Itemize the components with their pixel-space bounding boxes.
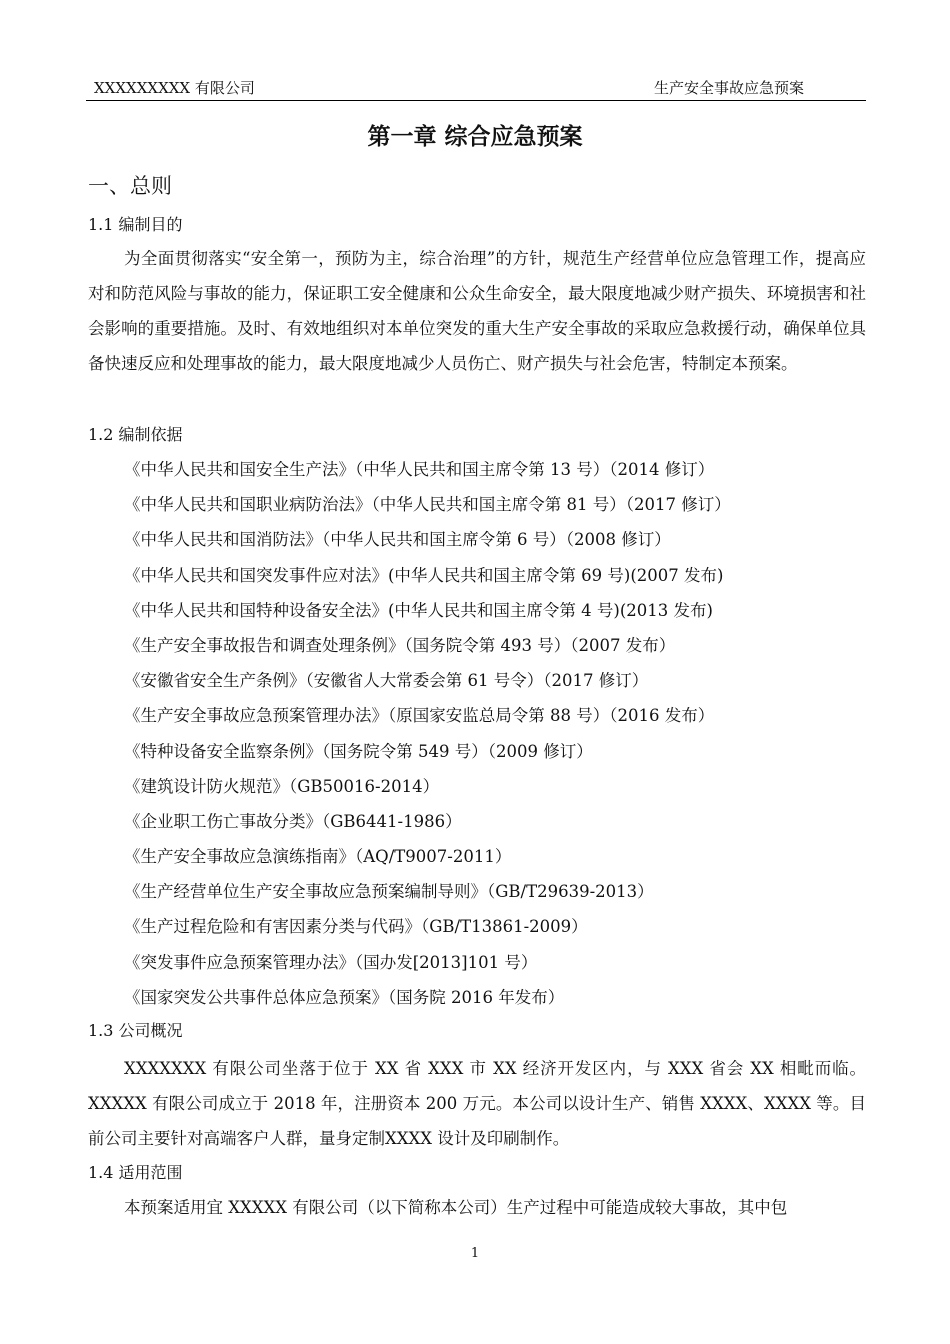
page-number: 1: [470, 1246, 480, 1261]
basis-item: 《中华人民共和国消防法》（中华人民共和国主席令第 6 号）（2008 修订）: [124, 530, 671, 550]
basis-item: 《国家突发公共事件总体应急预案》（国务院 2016 年发布）: [124, 987, 565, 1007]
basis-item: 《中华人民共和国安全生产法》（中华人民共和国主席令第 13 号）（2014 修订）: [124, 460, 715, 479]
basis-item: 《生产安全事故报告和调查处理条例》（国务院令第 493 号）（2007 发布）: [124, 635, 676, 655]
basis-item: 《中华人民共和国特种设备安全法》(中华人民共和国主席令第 4 号)(2013 发布): [124, 600, 713, 620]
paragraph-purpose: 为全面贯彻落实“安全第一，预防为主，综合治理”的方针，规范生产经营单位应急管理工作，提高应对和防范风险与事故的能力，保证职工安全健康和公众生命安全，最大限度地减少财产损失、环境损害和社会影响的重要措施。及时、有效地组织对本单位突发的重大生产安全事故的采取应急救援行动，确保单位具备快速反应和处理事故的能力，最大限度地减少人员伤亡、财产损失与社会危害，特制定本预案。: [88, 249, 866, 373]
basis-item: 《生产过程危险和有害因素分类与代码》（GB/T13861-2009）: [124, 917, 588, 937]
header-company: XXXXXXXXX 有限公司: [94, 79, 255, 97]
basis-item: 《突发事件应急预案管理办法》（国办发[2013]101 号）: [124, 952, 538, 972]
paragraph-company-overview: XXXXXXX 有限公司坐落于位于 XX 省 XXX 市 XX 经济开发区内，与 XXX 省会 XX 相毗而临。XXXXX 有限公司成立于 2018 年，注册资本 200 万元。本公司以设计生产、销售 XXXX、XXXX 等。目前公司主要针对高端客户人群，量身定制XXXX 设计及印刷制作。: [88, 1059, 866, 1148]
basis-item: 《生产安全事故应急预案管理办法》（原国家安监总局令第 88 号）（2016 发布）: [124, 706, 715, 726]
header-divider: [86, 100, 866, 101]
header-doc-title: 生产安全事故应急预案: [653, 79, 804, 97]
basis-item: 《中华人民共和国突发事件应对法》(中华人民共和国主席令第 69 号)(2007 发布): [124, 565, 724, 585]
basis-item: 《生产安全事故应急演练指南》（AQ/T9007-2011）: [124, 847, 512, 867]
heading-1-2: 1.2 编制依据: [88, 425, 183, 444]
basis-item: 《中华人民共和国职业病防治法》（中华人民共和国主席令第 81 号）（2017 修订）: [124, 495, 731, 515]
basis-item: 《特种设备安全监察条例》（国务院令第 549 号）（2009 修订）: [124, 741, 593, 761]
basis-item: 《生产经营单位生产安全事故应急预案编制导则》（GB/T29639-2013）: [124, 882, 654, 902]
chapter-title: 第一章 综合应急预案: [367, 124, 583, 150]
heading-1-3: 1.3 公司概况: [88, 1021, 183, 1040]
section-title: 一、总则: [88, 174, 172, 198]
basis-item: 《安徽省安全生产条例》（安徽省人大常委会第 61 号令）（2017 修订）: [124, 671, 649, 691]
paragraph-scope: 本预案适用宜 XXXXX 有限公司（以下简称本公司）生产过程中可能造成较大事故，其中包: [124, 1198, 788, 1217]
basis-item: 《建筑设计防火规范》（GB50016-2014）: [124, 776, 440, 796]
basis-list: [88, 452, 866, 1015]
basis-item: 《企业职工伤亡事故分类》（GB6441-1986）: [124, 811, 462, 831]
heading-1-4: 1.4 适用范围: [88, 1163, 183, 1182]
heading-1-1: 1.1 编制目的: [88, 215, 183, 234]
